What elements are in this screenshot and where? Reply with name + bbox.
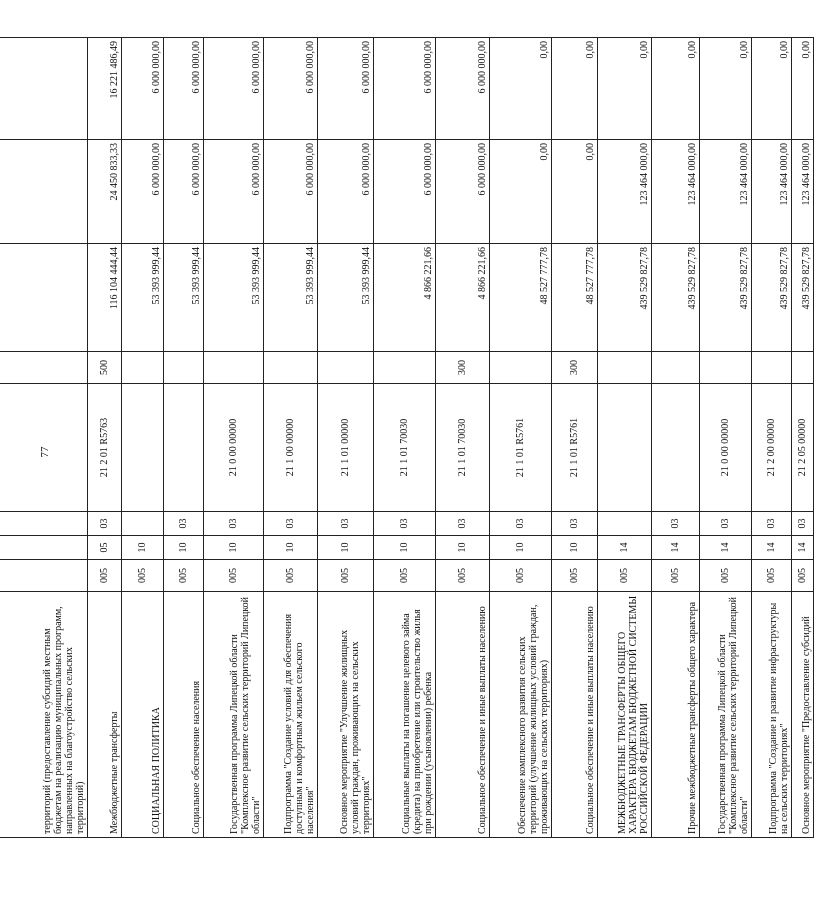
row-sum-year1: 439 529 827,78 [700,244,752,352]
row-name: Социальные выплаты на погашение целевого займа (кредита) на приобретение или строительство жилья при рождении (усыновлении) ребенка [374,592,436,838]
row-sum-year1: 48 527 777,78 [552,244,598,352]
row-target-article: 21 0 00 00000 [700,384,752,512]
row-target-article: 21 0 00 00000 [204,384,264,512]
table-body [0,38,814,838]
row-target-article: 21 2 01 R5763 [88,384,122,512]
row-section-code: 05 [88,536,122,560]
budget-table [0,37,814,838]
table-row [598,38,652,838]
table-row [552,38,598,838]
row-target-article: 21 1 00 00000 [264,384,318,512]
table-row [88,38,122,838]
row-section-code: 10 [436,536,490,560]
row-subsection-code: 03 [164,512,204,536]
row-target-article: 21 2 05 00000 [792,384,814,512]
row-sum-year1: 48 527 777,78 [490,244,552,352]
row-sum-year1: 53 393 999,44 [318,244,374,352]
row-sum-year2: 123 464 000,00 [652,140,700,244]
row-admin-code: 005 [88,560,122,592]
row-sum-year1: 53 393 999,44 [164,244,204,352]
row-section-code: 14 [700,536,752,560]
row-section-code: 14 [752,536,792,560]
row-name: МЕЖБЮДЖЕТНЫЕ ТРАНСФЕРТЫ ОБЩЕГО ХАРАКТЕРА БЮДЖЕТАМ БЮДЖЕТНОЙ СИСТЕМЫ РОССИЙСКОЙ ФЕДЕРАЦИИ [598,592,652,838]
row-admin-code: 005 [652,560,700,592]
table-row [122,38,164,838]
row-sum-year2: 123 464 000,00 [598,140,652,244]
row-section-code: 10 [552,536,598,560]
row-target-article: 21 1 01 00000 [318,384,374,512]
row-name: Подпрограмма "Создание и развитие инфраструктуры на сельских территориях" [752,592,792,838]
row-target-article [598,384,652,512]
row-sum-year1: 53 393 999,44 [264,244,318,352]
row-admin-code: 005 [164,560,204,592]
row-sum-year1: 439 529 827,78 [652,244,700,352]
row-subsection-code: 03 [88,512,122,536]
row-target-article: 21 1 01 R5761 [490,384,552,512]
table-row [792,38,814,838]
table-row [204,38,264,838]
row-expense-type [490,352,552,384]
row-subsection-code [598,512,652,536]
row-subsection-code: 03 [490,512,552,536]
row-sum-year3: 6 000 000,00 [264,38,318,140]
table-row [436,38,490,838]
row-expense-type: 300 [436,352,490,384]
row-sum-year1: 4 866 221,66 [436,244,490,352]
row-section-code: 14 [792,536,814,560]
row-section-code [0,536,88,560]
row-subsection-code: 03 [436,512,490,536]
row-sum-year2: 6 000 000,00 [204,140,264,244]
row-target-article: 21 1 01 70030 [374,384,436,512]
row-sum-year2: 6 000 000,00 [164,140,204,244]
row-admin-code: 005 [792,560,814,592]
row-name: Социальное обеспечение и иные выплаты населению [436,592,490,838]
row-subsection-code: 03 [204,512,264,536]
row-sum-year3: 6 000 000,00 [122,38,164,140]
row-name: Социальное обеспечение населения [164,592,204,838]
table-row [490,38,552,838]
page-number: 77 [39,446,51,458]
row-name: СОЦИАЛЬНАЯ ПОЛИТИКА [122,592,164,838]
row-expense-type [164,352,204,384]
row-sum-year3: 0,00 [752,38,792,140]
row-section-code: 14 [652,536,700,560]
row-sum-year3 [0,38,88,140]
row-name: Обеспечение комплексного развития сельских территорий (улучшение жилищных условий граждан, проживающих на сельских территориях) [490,592,552,838]
row-name: Государственная программа Липецкой области "Комплексное развитие сельских территорий Липецкой области" [700,592,752,838]
row-sum-year1: 439 529 827,78 [792,244,814,352]
row-name: территорий (предоставление субсидий местным бюджетам на реализацию муниципальных программ, направленных на благоустройство сельских территорий) [0,592,88,838]
row-sum-year3: 6 000 000,00 [164,38,204,140]
row-sum-year1: 53 393 999,44 [204,244,264,352]
row-subsection-code: 03 [318,512,374,536]
row-target-article: 21 2 00 00000 [752,384,792,512]
row-sum-year3: 0,00 [792,38,814,140]
row-sum-year2: 123 464 000,00 [752,140,792,244]
row-subsection-code: 03 [700,512,752,536]
row-target-article [0,384,88,512]
row-target-article [164,384,204,512]
row-admin-code: 005 [752,560,792,592]
row-expense-type [598,352,652,384]
budget-table-rotated [0,38,812,838]
row-target-article [122,384,164,512]
row-name: Основное мероприятие "Предоставление субсидий [792,592,814,838]
row-section-code: 10 [490,536,552,560]
row-sum-year2: 6 000 000,00 [122,140,164,244]
row-sum-year3: 0,00 [490,38,552,140]
row-section-code: 10 [318,536,374,560]
table-row [700,38,752,838]
row-sum-year2: 6 000 000,00 [318,140,374,244]
row-sum-year3: 6 000 000,00 [204,38,264,140]
row-sum-year2: 6 000 000,00 [374,140,436,244]
row-sum-year3: 6 000 000,00 [374,38,436,140]
row-sum-year2: 6 000 000,00 [264,140,318,244]
table-row [264,38,318,838]
row-sum-year2: 6 000 000,00 [436,140,490,244]
row-sum-year1: 53 393 999,44 [122,244,164,352]
row-sum-year1: 116 104 444,44 [88,244,122,352]
row-expense-type [264,352,318,384]
row-sum-year3: 0,00 [598,38,652,140]
row-expense-type [700,352,752,384]
row-admin-code: 005 [490,560,552,592]
row-subsection-code: 03 [652,512,700,536]
table-row [0,38,88,838]
row-subsection-code: 03 [752,512,792,536]
row-expense-type: 500 [88,352,122,384]
row-name: Межбюджетные трансферты [88,592,122,838]
row-admin-code: 005 [436,560,490,592]
row-target-article [652,384,700,512]
row-name: Государственная программа Липецкой области "Комплексное развитие сельских территорий Липецкой области" [204,592,264,838]
row-expense-type: 300 [552,352,598,384]
row-sum-year2: 24 450 833,33 [88,140,122,244]
row-sum-year2 [0,140,88,244]
row-sum-year3: 16 221 486,49 [88,38,122,140]
row-admin-code: 005 [552,560,598,592]
row-section-code: 10 [164,536,204,560]
row-admin-code: 005 [700,560,752,592]
table-row [752,38,792,838]
table-row [652,38,700,838]
row-subsection-code: 03 [792,512,814,536]
row-sum-year1 [0,244,88,352]
row-admin-code: 005 [318,560,374,592]
row-subsection-code: 03 [264,512,318,536]
row-expense-type [374,352,436,384]
row-admin-code: 005 [204,560,264,592]
row-target-article: 21 1 01 R5761 [552,384,598,512]
row-subsection-code [0,512,88,536]
row-admin-code: 005 [374,560,436,592]
row-sum-year3: 0,00 [700,38,752,140]
row-admin-code: 005 [264,560,318,592]
row-expense-type [318,352,374,384]
row-admin-code [0,560,88,592]
row-name: Основное мероприятие "Улучшение жилищных условий граждан, проживающих на сельских территориях" [318,592,374,838]
row-section-code: 10 [204,536,264,560]
row-expense-type [204,352,264,384]
row-sum-year2: 0,00 [552,140,598,244]
row-expense-type [0,352,88,384]
row-expense-type [792,352,814,384]
row-sum-year2: 0,00 [490,140,552,244]
row-admin-code: 005 [598,560,652,592]
row-sum-year1: 439 529 827,78 [752,244,792,352]
table-row [164,38,204,838]
row-sum-year3: 6 000 000,00 [318,38,374,140]
row-expense-type [652,352,700,384]
row-subsection-code: 03 [552,512,598,536]
row-sum-year3: 0,00 [652,38,700,140]
row-admin-code: 005 [122,560,164,592]
row-subsection-code [122,512,164,536]
row-sum-year3: 6 000 000,00 [436,38,490,140]
row-section-code: 14 [598,536,652,560]
row-expense-type [122,352,164,384]
row-name: Подпрограмма "Создание условий для обеспечения доступным и комфортным жильем сельского населения" [264,592,318,838]
table-row [374,38,436,838]
row-subsection-code: 03 [374,512,436,536]
row-name: Социальное обеспечение и иные выплаты населению [552,592,598,838]
row-target-article: 21 1 01 70030 [436,384,490,512]
table-row [318,38,374,838]
row-section-code: 10 [122,536,164,560]
row-sum-year1: 4 866 221,66 [374,244,436,352]
row-sum-year1: 439 529 827,78 [598,244,652,352]
row-expense-type [752,352,792,384]
row-name: Прочие межбюджетные трансферты общего характера [652,592,700,838]
row-sum-year2: 123 464 000,00 [700,140,752,244]
row-sum-year2: 123 464 000,00 [792,140,814,244]
row-section-code: 10 [264,536,318,560]
row-section-code: 10 [374,536,436,560]
row-sum-year3: 0,00 [552,38,598,140]
